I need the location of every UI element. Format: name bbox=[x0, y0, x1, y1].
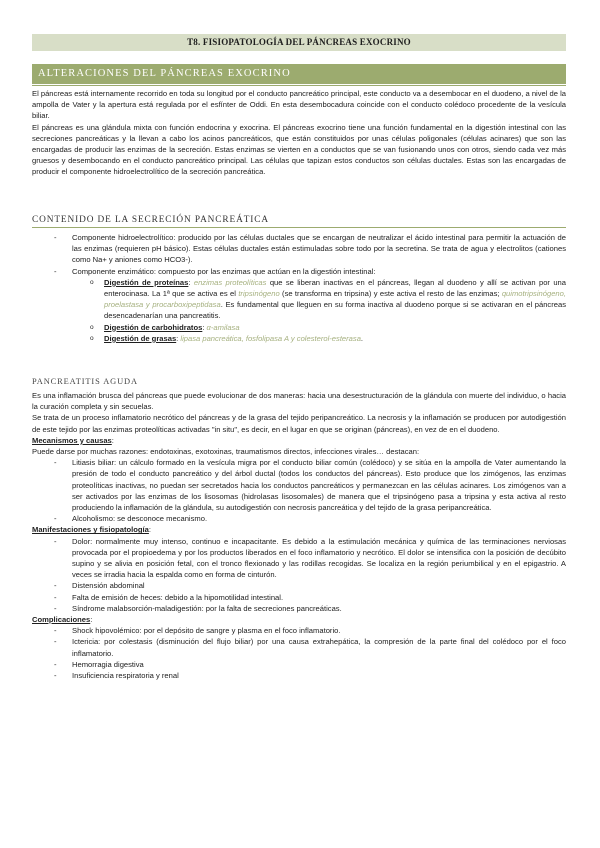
sublist-label: Digestión de carbohidratos bbox=[104, 322, 203, 332]
item-lead: Componente enzimático bbox=[72, 266, 154, 276]
list-item: - Síndrome malabsorción-maladigestión: por la falta de secreciones pancreáticas. bbox=[32, 603, 566, 614]
manifestaciones-list bbox=[32, 536, 566, 614]
contenido-list bbox=[32, 232, 566, 344]
pancreatitis-paragraph-2: Se trata de un proceso inflamatorio necrótico del páncreas y de la grasa del tejido peripancreático. La necrosis y la inflamación se producen por autodigestión de este tejido por las enzimas proteolíticas activadas "in situ", es decir, en el lugar en que se originan (páncreas), en vez de en el duodeno. bbox=[32, 413, 566, 434]
list-item: - Dolor: normalmente muy intenso, continuo e incapacitante. Es debido a la estimulación mecánica y química de las terminaciones nerviosas provocada por el propioedema y por los productos liberados en el foco inflamatorio y necrótico. El dolor se intensifica con la posición de decúbito supino y se alivia en posición fetal, con el tronco flexionado y las rodillas recogidas. Se localiza en la región periumbilical y en el epigastrio. A veces se irradia hacia la espalda como en forma de cinturón. bbox=[32, 536, 566, 581]
item-text: : compuesto por las enzimas que actúan en la digestión intestinal: bbox=[153, 266, 376, 276]
list-item bbox=[32, 232, 566, 266]
pancreatitis-block bbox=[32, 390, 566, 681]
intro-paragraph-1: El páncreas está internamente recorrido en toda su longitud por el conducto pancreático principal, este conducto va a desembocar en el duodeno, a nivel de la ampolla de Vater y la apertura está regulada por el esfínter de Oddi. En esta desembocadura coincide con el conducto colédoco procedente de la vesícula biliar. bbox=[32, 89, 567, 121]
document-title: T8. FISIOPATOLOGÍA DEL PÁNCREAS EXOCRINO bbox=[32, 34, 566, 51]
list-item: - Distensión abdominal bbox=[32, 580, 566, 591]
item-lead: Componente hidroelectrolítico bbox=[72, 233, 174, 242]
complicaciones-heading: Complicaciones: bbox=[32, 615, 93, 625]
intro-paragraph-2: El páncreas es una glándula mixta con función endocrina y exocrina. El páncreas exocrino tiene una función fundamental en la digestión intestinal con las secreciones pancreáticas y la llevan a cabo los acinos pancreáticos, que están constituidos por unas células poligonales (células acinares) que son las encargadas de producir las enzimas de la secreción. Estas enzimas se vierten en a conductos que se van fusionando unos con otros, siendo cada vez más gruesos y desembocando en el conducto pancreático principal. Las células que tapizan estos conductos son células ductales. Estas son las encargadas de producir el componente hidroelectrolítico de la secreción pancreática. bbox=[32, 122, 566, 177]
list-item: - Ictericia: por colestasis (disminución del flujo biliar) por una causa extrahepática, la compresión de la parte final del colédoco por el foco inflamatorio. bbox=[32, 636, 566, 658]
enzyme-sublist bbox=[32, 277, 566, 344]
sublist-label: Digestión de proteínas bbox=[104, 277, 189, 287]
sublist-item: o Digestión de proteínas: enzimas proteolíticas que se liberan inactivas en el páncreas, llegan al duodeno y allí se activan por una enterocinasa. La 1ª que se activa es el tripsinógeno (se transforma en tripsina) y este activa el resto de las enzimas; quimotripsinógeno, proelastasa y procarboxipeptidasa. Es fundamental que lleguen en su forma inactiva al duodeno porque si se activaran en el páncreas desencadenarían una pancreatitis. bbox=[72, 277, 566, 322]
list-item: - Shock hipovolémico: por el depósito de sangre y plasma en el foco inflamatorio. bbox=[32, 625, 566, 636]
list-item bbox=[32, 266, 566, 344]
section-header-alteraciones: ALTERACIONES DEL PÁNCREAS EXOCRINO bbox=[32, 64, 566, 84]
sublist-item: o Digestión de carbohidratos: α-amilasa bbox=[72, 322, 566, 333]
list-item: - Insuficiencia respiratoria y renal bbox=[32, 670, 566, 681]
sublist-label: Digestión de grasas bbox=[104, 333, 177, 343]
list-item: - Alcoholismo: se desconoce mecanismo. bbox=[32, 513, 566, 524]
subheading-pancreatitis: PANCREATITIS AGUDA bbox=[32, 377, 138, 386]
intro-block bbox=[32, 88, 566, 178]
mecanismos-list bbox=[32, 457, 566, 524]
complicaciones-list bbox=[32, 625, 566, 681]
mecanismos-intro: Puede darse por muchas razones: endotoxinas, exotoxinas, traumatismos directos, infecciones virales… destacan: bbox=[32, 447, 420, 457]
subheading-contenido: CONTENIDO DE LA SECRECIÓN PANCREÁTICA bbox=[32, 214, 566, 228]
list-item: - Hemorragia digestiva bbox=[32, 659, 566, 670]
item-text: : producido por las células ductales que se encargan de neutralizar el ácido intestinal para permitir la actuación de las enzimas (requieren pH básico). Estas células ductales están estimuladas sobre todo por la secretina. Se trata de agua y electrolitos (cationes como Na+ y aniones como HCO3-). bbox=[72, 233, 566, 265]
manifestaciones-heading: Manifestaciones y fisiopatología: bbox=[32, 525, 152, 535]
sublist-item: o Digestión de grasas: lipasa pancreática, fosfolipasa A y colesterol-esterasa. bbox=[72, 333, 566, 344]
contenido-list-block bbox=[32, 232, 566, 344]
list-item: - Falta de emisión de heces: debido a la hipomotilidad intestinal. bbox=[32, 592, 566, 603]
list-item: - Litiasis biliar: un cálculo formado en la vesícula migra por el conducto biliar común (colédoco) y se sitúa en la ampolla de Vater aumentando la presión de todo el conducto pancreático y del árbol ductal (todos los conductos del páncreas). Esto produce que los zimógenos, las enzimas proteolíticas inactivas, no puedan ser secretados hacia los conductos pancreáticos y permanezcan en las células acinares. Los zimógenos van a ser activados por las enzimas de los lisosomas (hidrolasas lisosomales) de manera que el tripsinógeno pasa a tripsina y esta activa al resto produciendo la inflamación de la glándula, su autodigestión con necrosis pancreática y del tejido de la grasa peripancreática. bbox=[32, 457, 566, 513]
mecanismos-heading: Mecanismos y causas: bbox=[32, 435, 114, 445]
pancreatitis-paragraph-1: Es una inflamación brusca del páncreas que puede evolucionar de dos maneras: hacia una desestructuración de la glándula con muerte del individuo, o hacia la curación completa y sin secuelas. bbox=[32, 391, 566, 412]
